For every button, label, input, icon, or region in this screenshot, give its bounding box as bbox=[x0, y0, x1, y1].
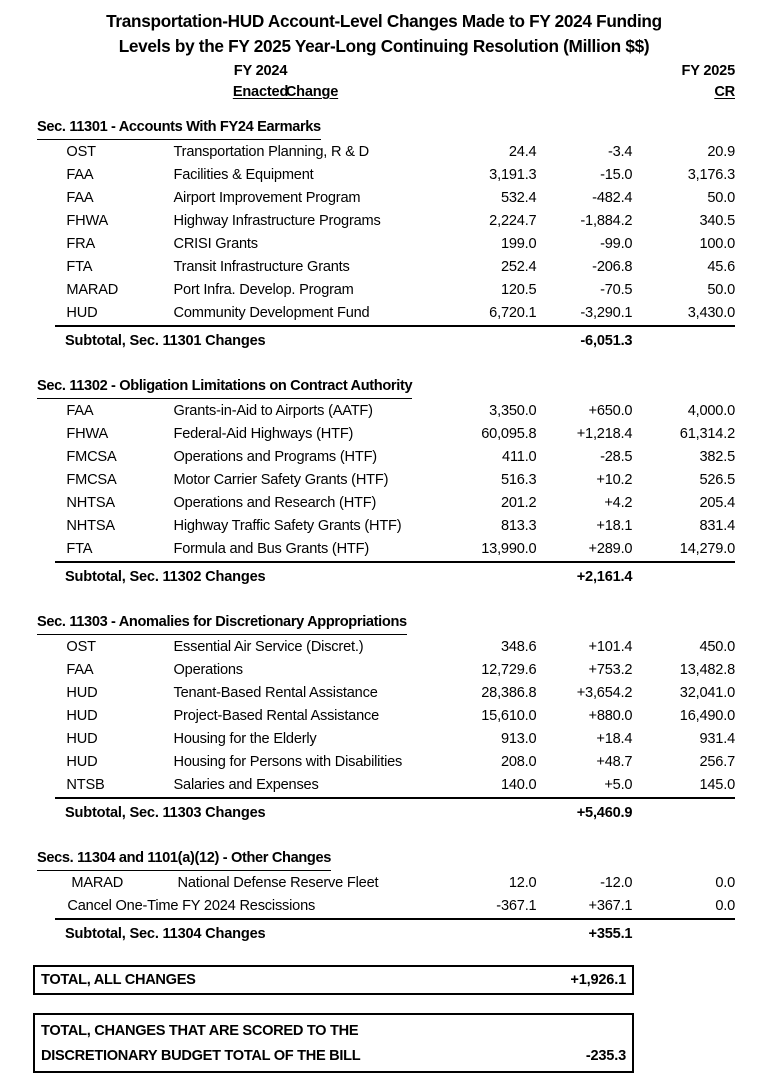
table-row bbox=[0, 302, 768, 325]
row-cr: 145.0 bbox=[699, 777, 735, 793]
totals-block bbox=[0, 965, 768, 1073]
section-divider bbox=[55, 918, 735, 920]
row-description: Transit Infrastructure Grants bbox=[173, 259, 350, 275]
row-agency: FAA bbox=[66, 403, 94, 419]
row-change: -1,884.2 bbox=[580, 213, 633, 229]
row-description: Grants-in-Aid to Airports (AATF) bbox=[173, 403, 373, 419]
row-cr: 340.5 bbox=[699, 213, 735, 229]
row-enacted: 516.3 bbox=[500, 472, 537, 488]
row-pad bbox=[0, 492, 31, 515]
row-change: -12.0 bbox=[600, 875, 633, 891]
section-rule-row bbox=[0, 918, 768, 920]
row-cr: 16,490.0 bbox=[679, 708, 735, 724]
row-pad bbox=[0, 895, 31, 918]
section-spacer bbox=[0, 354, 768, 368]
row-enacted: 532.4 bbox=[500, 190, 537, 206]
row-change: +880.0 bbox=[588, 708, 633, 724]
row-description: Formula and Bus Grants (HTF) bbox=[173, 541, 370, 557]
table-row bbox=[0, 636, 768, 659]
row-agency: FAA bbox=[66, 662, 94, 678]
subtotal-row bbox=[0, 920, 768, 947]
row-change: +289.0 bbox=[588, 541, 633, 557]
row-cr: 0.0 bbox=[715, 898, 735, 914]
column-header-fy2025: FY 2025 bbox=[681, 63, 735, 79]
row-cr: 50.0 bbox=[707, 282, 735, 298]
row-agency: MARAD bbox=[71, 875, 124, 891]
subtotal-label: Subtotal, Sec. 11303 Changes bbox=[65, 805, 266, 821]
subtotal-change: +5,460.9 bbox=[576, 805, 633, 821]
row-change: -99.0 bbox=[600, 236, 633, 252]
row-enacted: 252.4 bbox=[500, 259, 537, 275]
row-pad bbox=[0, 469, 31, 492]
subtotal-enacted bbox=[405, 799, 536, 826]
row-enacted: 208.0 bbox=[500, 754, 537, 770]
row-change: +18.4 bbox=[596, 731, 633, 747]
row-agency: FMCSA bbox=[66, 449, 117, 465]
row-enacted: 411.0 bbox=[502, 449, 537, 465]
row-pad bbox=[0, 538, 31, 561]
row-pad bbox=[0, 164, 31, 187]
row-agency: HUD bbox=[66, 731, 98, 747]
table-row bbox=[0, 682, 768, 705]
document-title bbox=[0, 0, 768, 59]
subtotal-change: +2,161.4 bbox=[576, 569, 633, 585]
row-pad bbox=[0, 400, 31, 423]
account-changes-table bbox=[0, 109, 768, 947]
row-enacted: 15,610.0 bbox=[481, 708, 537, 724]
section-divider bbox=[55, 325, 735, 327]
table-row bbox=[0, 400, 768, 423]
row-pad bbox=[0, 210, 31, 233]
row-pad bbox=[0, 659, 31, 682]
row-enacted: 28,386.8 bbox=[481, 685, 537, 701]
table-row bbox=[0, 895, 768, 918]
row-change: +1,218.4 bbox=[576, 426, 633, 442]
total-scored-label-line-1: TOTAL, CHANGES THAT ARE SCORED TO THE bbox=[41, 1022, 359, 1039]
row-agency: OST bbox=[66, 639, 96, 655]
section-rule-row bbox=[0, 325, 768, 327]
row-cr: 4,000.0 bbox=[687, 403, 735, 419]
row-enacted: 201.2 bbox=[500, 495, 537, 511]
table-row bbox=[0, 256, 768, 279]
row-agency: FTA bbox=[66, 259, 93, 275]
row-description: National Defense Reserve Fleet bbox=[177, 875, 379, 891]
row-enacted: 2,224.7 bbox=[489, 213, 537, 229]
row-pad bbox=[0, 872, 31, 895]
table-column-headers bbox=[0, 63, 768, 109]
row-agency: HUD bbox=[66, 708, 98, 724]
row-change: +4.2 bbox=[604, 495, 633, 511]
row-agency: FRA bbox=[66, 236, 96, 252]
table-row bbox=[0, 446, 768, 469]
row-enacted: 6,720.1 bbox=[489, 305, 537, 321]
row-cr: 0.0 bbox=[715, 875, 735, 891]
total-all-changes-label: TOTAL, ALL CHANGES bbox=[41, 972, 196, 988]
table-row bbox=[0, 233, 768, 256]
table-row bbox=[0, 164, 768, 187]
row-description: Salaries and Expenses bbox=[173, 777, 319, 793]
row-pad bbox=[0, 302, 31, 325]
row-change: +367.1 bbox=[588, 898, 633, 914]
row-cr: 14,279.0 bbox=[679, 541, 735, 557]
total-all-changes-box bbox=[33, 965, 634, 995]
row-change: +650.0 bbox=[588, 403, 633, 419]
subtotal-change: -6,051.3 bbox=[580, 333, 633, 349]
column-header-fy2024: FY 2024 bbox=[233, 63, 288, 79]
row-pad bbox=[0, 682, 31, 705]
row-agency: FAA bbox=[66, 167, 94, 183]
row-pad bbox=[0, 187, 31, 210]
subtotal-label: Subtotal, Sec. 11302 Changes bbox=[65, 569, 266, 585]
table-row bbox=[0, 751, 768, 774]
row-pad bbox=[0, 774, 31, 797]
row-enacted: -367.1 bbox=[496, 898, 537, 914]
section-heading-row bbox=[0, 368, 768, 400]
row-description: Airport Improvement Program bbox=[173, 190, 361, 206]
table-row bbox=[0, 538, 768, 561]
section-heading-cell bbox=[0, 109, 768, 141]
table-row bbox=[0, 279, 768, 302]
row-description: Port Infra. Develop. Program bbox=[173, 282, 354, 298]
section-heading-row bbox=[0, 109, 768, 141]
subtotal-cr bbox=[632, 327, 768, 354]
section-heading-cell bbox=[0, 604, 768, 636]
subtotal-row bbox=[0, 799, 768, 826]
row-description: Federal-Aid Highways (HTF) bbox=[173, 426, 354, 442]
title-line-2: Levels by the FY 2025 Year-Long Continuing Resolution (Million $$) bbox=[118, 36, 650, 56]
row-description: Project-Based Rental Assistance bbox=[173, 708, 380, 724]
row-change: -15.0 bbox=[600, 167, 633, 183]
row-cr: 45.6 bbox=[707, 259, 735, 275]
row-description: Operations and Research (HTF) bbox=[173, 495, 377, 511]
section-heading-text: Sec. 11302 - Obligation Limitations on Contract Authority bbox=[37, 375, 412, 399]
row-pad bbox=[0, 141, 31, 164]
section-heading-text: Secs. 11304 and 1101(a)(12) - Other Changes bbox=[37, 847, 331, 871]
row-enacted: 12,729.6 bbox=[481, 662, 537, 678]
section-heading-text: Sec. 11303 - Anomalies for Discretionary Appropriations bbox=[37, 611, 407, 635]
row-pad bbox=[0, 446, 31, 469]
row-cr: 3,176.3 bbox=[687, 167, 735, 183]
row-cr: 13,482.8 bbox=[679, 662, 735, 678]
row-pad bbox=[0, 636, 31, 659]
row-change: -70.5 bbox=[600, 282, 633, 298]
row-cr: 205.4 bbox=[699, 495, 735, 511]
row-cr: 526.5 bbox=[699, 472, 735, 488]
subtotal-enacted bbox=[405, 920, 536, 947]
total-scored-changes-box bbox=[33, 1013, 634, 1073]
section-heading-row bbox=[0, 604, 768, 636]
table-row bbox=[0, 659, 768, 682]
row-change: +10.2 bbox=[596, 472, 633, 488]
section-divider bbox=[55, 797, 735, 799]
row-agency: HUD bbox=[66, 754, 98, 770]
row-enacted: 3,350.0 bbox=[489, 403, 537, 419]
row-description: Transportation Planning, R & D bbox=[173, 144, 369, 160]
subtotal-label: Subtotal, Sec. 11301 Changes bbox=[65, 333, 266, 349]
row-cr: 3,430.0 bbox=[687, 305, 735, 321]
row-agency: HUD bbox=[66, 685, 98, 701]
row-cr: 931.4 bbox=[699, 731, 735, 747]
table-row bbox=[0, 469, 768, 492]
row-description: Highway Traffic Safety Grants (HTF) bbox=[173, 518, 402, 534]
row-change: -28.5 bbox=[600, 449, 633, 465]
table-row bbox=[0, 705, 768, 728]
column-header-cr: CR bbox=[714, 84, 735, 100]
row-cr: 61,314.2 bbox=[679, 426, 735, 442]
row-description: Cancel One-Time FY 2024 Rescissions bbox=[67, 898, 316, 914]
row-change: -206.8 bbox=[592, 259, 633, 275]
row-enacted: 140.0 bbox=[500, 777, 537, 793]
section-divider bbox=[55, 561, 735, 563]
row-description: Motor Carrier Safety Grants (HTF) bbox=[173, 472, 389, 488]
column-header-change: Change bbox=[285, 84, 339, 100]
section-heading-cell bbox=[0, 840, 768, 872]
row-change: +3,654.2 bbox=[576, 685, 633, 701]
subtotal-enacted bbox=[405, 327, 536, 354]
row-enacted: 348.6 bbox=[500, 639, 537, 655]
row-change: +48.7 bbox=[596, 754, 633, 770]
table-row bbox=[0, 423, 768, 446]
row-enacted: 120.5 bbox=[500, 282, 537, 298]
row-pad bbox=[0, 256, 31, 279]
row-agency: NTSB bbox=[66, 777, 105, 793]
subtotal-enacted bbox=[405, 563, 536, 590]
section-heading-row bbox=[0, 840, 768, 872]
subtotal-change: +355.1 bbox=[588, 926, 633, 942]
row-change: +753.2 bbox=[588, 662, 633, 678]
subtotal-cr bbox=[632, 799, 768, 826]
row-description: Facilities & Equipment bbox=[173, 167, 314, 183]
section-spacer bbox=[0, 590, 768, 604]
subtotal-row bbox=[0, 563, 768, 590]
row-agency: FTA bbox=[66, 541, 93, 557]
total-all-changes-value: +1,926.1 bbox=[570, 972, 626, 988]
row-cr: 382.5 bbox=[699, 449, 735, 465]
row-cr: 256.7 bbox=[699, 754, 735, 770]
subtotal-cr bbox=[632, 920, 768, 947]
table-row bbox=[0, 210, 768, 233]
row-description: Operations and Programs (HTF) bbox=[173, 449, 377, 465]
section-spacer bbox=[0, 826, 768, 840]
row-enacted: 3,191.3 bbox=[489, 167, 537, 183]
section-rule-row bbox=[0, 797, 768, 799]
subtotal-row bbox=[0, 327, 768, 354]
row-cr: 32,041.0 bbox=[679, 685, 735, 701]
row-description: Tenant-Based Rental Assistance bbox=[173, 685, 378, 701]
row-change: -3.4 bbox=[607, 144, 633, 160]
row-description: Housing for Persons with Disabilities bbox=[173, 754, 403, 770]
table-row bbox=[0, 774, 768, 797]
row-description: Essential Air Service (Discret.) bbox=[173, 639, 364, 655]
row-enacted: 913.0 bbox=[500, 731, 537, 747]
row-cr: 831.4 bbox=[699, 518, 735, 534]
row-enacted: 199.0 bbox=[500, 236, 537, 252]
row-enacted: 13,990.0 bbox=[481, 541, 537, 557]
table-row bbox=[0, 872, 768, 895]
table-row bbox=[0, 492, 768, 515]
row-pad bbox=[0, 705, 31, 728]
row-change: +18.1 bbox=[596, 518, 633, 534]
row-description: Highway Infrastructure Programs bbox=[173, 213, 381, 229]
row-enacted: 12.0 bbox=[508, 875, 537, 891]
row-agency: FHWA bbox=[66, 213, 109, 229]
row-pad bbox=[0, 233, 31, 256]
row-agency: NHTSA bbox=[66, 495, 115, 511]
row-cr: 50.0 bbox=[707, 190, 735, 206]
row-description: Housing for the Elderly bbox=[173, 731, 317, 747]
section-heading-cell bbox=[0, 368, 768, 400]
table-row bbox=[0, 141, 768, 164]
subtotal-label: Subtotal, Sec. 11304 Changes bbox=[65, 926, 266, 942]
section-rule-row bbox=[0, 561, 768, 563]
row-change: -3,290.1 bbox=[580, 305, 633, 321]
row-cr: 20.9 bbox=[707, 144, 735, 160]
row-pad bbox=[0, 279, 31, 302]
table-row bbox=[0, 515, 768, 538]
row-pad bbox=[0, 423, 31, 446]
row-agency: NHTSA bbox=[66, 518, 115, 534]
row-cr: 450.0 bbox=[699, 639, 735, 655]
row-agency: HUD bbox=[66, 305, 98, 321]
total-scored-label-line-2: DISCRETIONARY BUDGET TOTAL OF THE BILL bbox=[41, 1047, 361, 1064]
row-agency: MARAD bbox=[66, 282, 119, 298]
total-scored-value: -235.3 bbox=[585, 1047, 626, 1064]
row-cr: 100.0 bbox=[699, 236, 735, 252]
title-line-1: Transportation-HUD Account-Level Changes Made to FY 2024 Funding bbox=[106, 11, 662, 31]
row-description: CRISI Grants bbox=[173, 236, 258, 252]
row-pad bbox=[0, 728, 31, 751]
totals-gap bbox=[0, 995, 768, 1013]
table-row bbox=[0, 187, 768, 210]
section-heading-text: Sec. 11301 - Accounts With FY24 Earmarks bbox=[37, 116, 321, 140]
row-enacted: 813.3 bbox=[500, 518, 537, 534]
row-agency: FHWA bbox=[66, 426, 109, 442]
row-change: -482.4 bbox=[592, 190, 633, 206]
subtotal-cr bbox=[632, 563, 768, 590]
row-change: +5.0 bbox=[604, 777, 633, 793]
row-agency: FMCSA bbox=[66, 472, 117, 488]
row-description: Community Development Fund bbox=[173, 305, 370, 321]
table-row bbox=[0, 728, 768, 751]
row-description: Operations bbox=[173, 662, 243, 678]
row-enacted: 60,095.8 bbox=[481, 426, 537, 442]
column-header-enacted: Enacted bbox=[232, 84, 289, 100]
row-change: +101.4 bbox=[588, 639, 633, 655]
row-agency: FAA bbox=[66, 190, 94, 206]
row-pad bbox=[0, 751, 31, 774]
row-enacted: 24.4 bbox=[508, 144, 537, 160]
row-agency: OST bbox=[66, 144, 96, 160]
row-pad bbox=[0, 515, 31, 538]
